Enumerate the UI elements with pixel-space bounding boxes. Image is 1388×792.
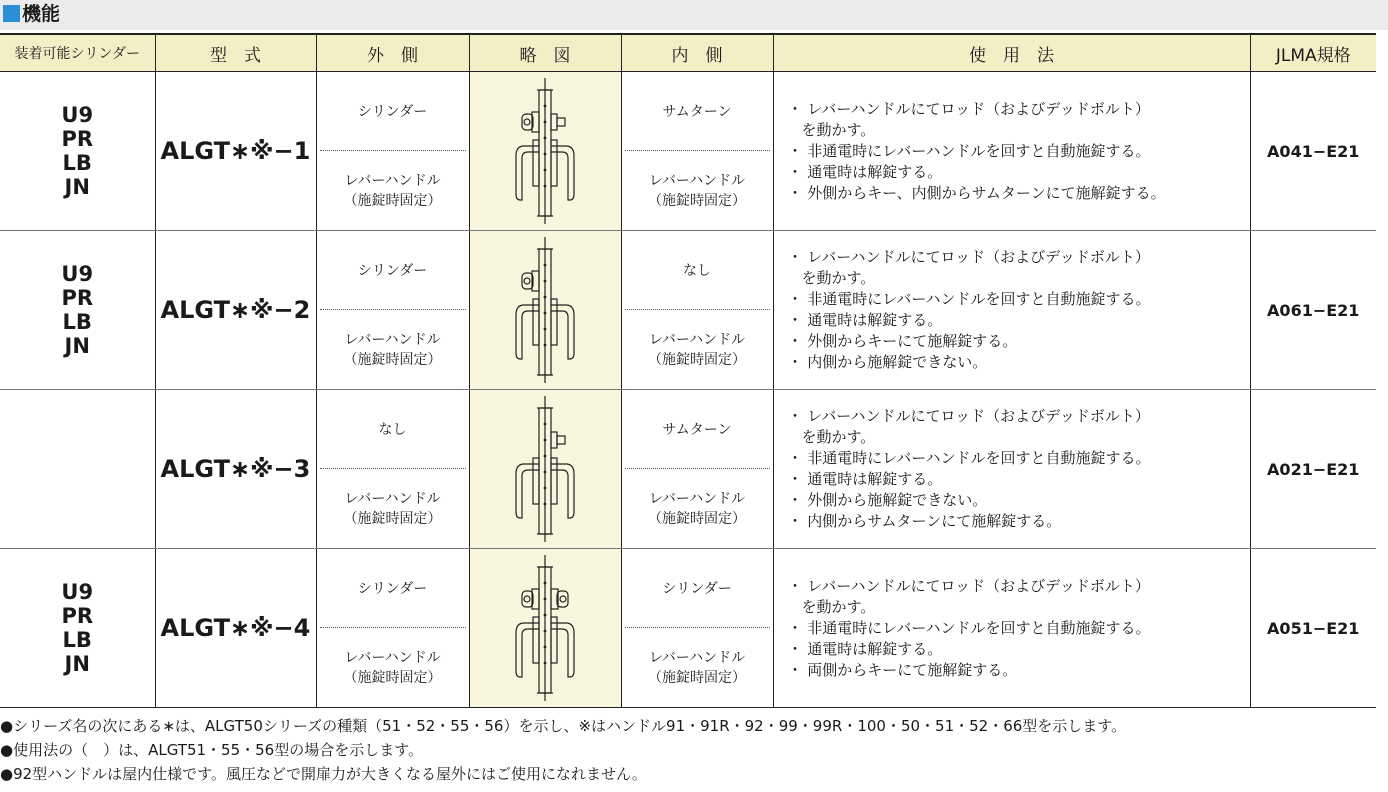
outside-device: シリンダー (320, 549, 466, 628)
inside-handle (622, 310, 773, 389)
header-usage: 使 用 法 (773, 34, 1250, 72)
inside-device: サムターン (625, 72, 770, 151)
outside-handle (317, 628, 469, 707)
cylinder-code: JN (64, 652, 90, 676)
model-cell: ALGT∗※−2 (155, 231, 316, 390)
jlma-cell: A041−E21 (1250, 72, 1376, 231)
outside-cell (316, 390, 469, 549)
usage-line: ・ 非通電時にレバーハンドルを回すと自動施錠する。 (787, 290, 1151, 308)
jlma-cell: A051−E21 (1250, 549, 1376, 708)
outside-device: なし (320, 390, 466, 469)
usage-line: ・ レバーハンドルにてロッド（およびデッドボルト） (787, 99, 1150, 118)
cylinder-code: PR (61, 286, 94, 310)
inside-device: サムターン (625, 390, 770, 469)
cylinder-code: LB (62, 151, 92, 175)
usage-line: ・ 内側から施解錠できない。 (787, 353, 988, 371)
cylinder-code: JN (64, 334, 90, 358)
cylinder-code: U9 (61, 103, 94, 127)
inside-handle-note: （施錠時固定） (648, 351, 746, 368)
sketch-cell (469, 549, 621, 708)
outside-device: シリンダー (320, 231, 466, 310)
outside-cell (316, 231, 469, 390)
header-sketch: 略 図 (469, 34, 621, 72)
inside-device: シリンダー (625, 549, 770, 628)
usage-line: を動かす。 (801, 597, 876, 616)
table-row (0, 231, 1376, 390)
usage-cell (773, 549, 1250, 708)
cylinder-cell (0, 549, 155, 708)
outside-handle (317, 151, 469, 230)
function-table (0, 33, 1376, 708)
sketch-cell (469, 390, 621, 549)
usage-line: ・ 通電時は解錠する。 (787, 311, 943, 329)
section-title: 機能 (22, 3, 61, 25)
usage-line: ・ 外側からキーにて施解錠する。 (787, 332, 1018, 350)
usage-line: ・ 通電時は解錠する。 (787, 162, 943, 181)
cylinder-code: LB (62, 310, 92, 334)
lock-sketch-icon (500, 235, 590, 385)
model-cell: ALGT∗※−1 (155, 72, 316, 231)
header-outside: 外 側 (316, 34, 469, 72)
usage-line: ・ レバーハンドルにてロッド（およびデッドボルト） (787, 407, 1150, 425)
usage-line: ・ 外側からキー、内側からサムターンにて施解錠する。 (787, 183, 1166, 202)
outside-handle-label: レバーハンドル (344, 649, 441, 666)
cylinder-cell (0, 72, 155, 231)
outside-handle-note: （施錠時固定） (343, 192, 442, 209)
header-cylinder: 装着可能シリンダー (0, 34, 155, 72)
usage-line: ・ 非通電時にレバーハンドルを回すと自動施錠する。 (787, 449, 1151, 467)
usage-cell (773, 72, 1250, 231)
cylinder-code: LB (62, 628, 92, 652)
lock-sketch-icon (500, 76, 590, 226)
cylinder-code: PR (61, 604, 94, 628)
usage-line: ・ 通電時は解錠する。 (787, 470, 943, 488)
inside-handle-note: （施錠時固定） (648, 192, 746, 209)
outside-handle (317, 469, 469, 548)
footnote: ●92型ハンドルは屋内仕様です。風圧などで開扉力が大きくなる屋外にはご使用になれません。 (0, 765, 647, 783)
outside-handle-label: レバーハンドル (344, 331, 441, 348)
table-row (0, 72, 1376, 231)
cylinder-code: JN (64, 175, 90, 199)
table-row (0, 390, 1376, 549)
usage-line: ・ 非通電時にレバーハンドルを回すと自動施錠する。 (787, 141, 1151, 160)
lock-sketch-icon (500, 394, 590, 544)
header-inside: 内 側 (621, 34, 773, 72)
inside-handle-label: レバーハンドル (648, 490, 746, 507)
outside-handle-note: （施錠時固定） (343, 669, 442, 686)
inside-handle (622, 469, 773, 548)
outside-handle (317, 310, 469, 389)
cylinder-code: PR (61, 127, 94, 151)
cylinder-cell (0, 390, 155, 549)
usage-line: を動かす。 (801, 269, 876, 287)
usage-line: ・ 内側からサムターンにて施解錠する。 (787, 512, 1062, 530)
sketch-cell (469, 72, 621, 231)
model-cell: ALGT∗※−3 (155, 390, 316, 549)
outside-cell (316, 72, 469, 231)
inside-cell (621, 72, 773, 231)
usage-line: ・ レバーハンドルにてロッド（およびデッドボルト） (787, 248, 1150, 266)
header-model: 型 式 (155, 34, 316, 72)
footnote: ●使用法の（ ）は、ALGT51・55・56型の場合を示します。 (0, 741, 424, 759)
usage-line: を動かす。 (801, 120, 876, 139)
outside-cell (316, 549, 469, 708)
inside-handle-note: （施錠時固定） (648, 669, 746, 686)
usage-line: を動かす。 (801, 428, 876, 446)
usage-cell (773, 390, 1250, 549)
inside-cell (621, 231, 773, 390)
table-row (0, 549, 1376, 708)
inside-handle-label: レバーハンドル (648, 331, 746, 348)
cylinder-code: U9 (61, 262, 94, 286)
inside-handle-label: レバーハンドル (648, 172, 746, 189)
footnote: ●シリーズ名の次にある∗は、ALGT50シリーズの種類（51・52・55・56）を示し、※はハンドル91・91R・92・99・99R・100・50・51・52・66型を示します。 (0, 717, 1127, 735)
outside-device: シリンダー (320, 72, 466, 151)
usage-cell (773, 231, 1250, 390)
model-cell: ALGT∗※−4 (155, 549, 316, 708)
outside-handle-note: （施錠時固定） (343, 351, 442, 368)
inside-handle (622, 151, 773, 230)
jlma-cell: A061−E21 (1250, 231, 1376, 390)
usage-line: ・ 非通電時にレバーハンドルを回すと自動施錠する。 (787, 618, 1151, 637)
footnotes (0, 714, 1126, 786)
usage-line: ・ 両側からキーにて施解錠する。 (787, 660, 1018, 679)
outside-handle-note: （施錠時固定） (343, 510, 442, 527)
cylinder-code: U9 (61, 580, 94, 604)
outside-handle-label: レバーハンドル (344, 172, 441, 189)
usage-line: ・ レバーハンドルにてロッド（およびデッドボルト） (787, 576, 1150, 595)
cylinder-cell (0, 231, 155, 390)
inside-handle-note: （施錠時固定） (648, 510, 746, 527)
inside-device: なし (625, 231, 770, 310)
outside-handle-label: レバーハンドル (344, 490, 441, 507)
inside-cell (621, 390, 773, 549)
usage-line: ・ 外側から施解錠できない。 (787, 491, 988, 509)
jlma-cell: A021−E21 (1250, 390, 1376, 549)
inside-handle (622, 628, 773, 707)
header-jlma: JLMA規格 (1250, 34, 1376, 72)
inside-handle-label: レバーハンドル (648, 649, 746, 666)
inside-cell (621, 549, 773, 708)
lock-sketch-icon (500, 553, 590, 703)
table-header-row (0, 34, 1376, 72)
section-title-bar (0, 0, 1388, 30)
section-marker-icon (3, 5, 20, 22)
sketch-cell (469, 231, 621, 390)
usage-line: ・ 通電時は解錠する。 (787, 639, 943, 658)
